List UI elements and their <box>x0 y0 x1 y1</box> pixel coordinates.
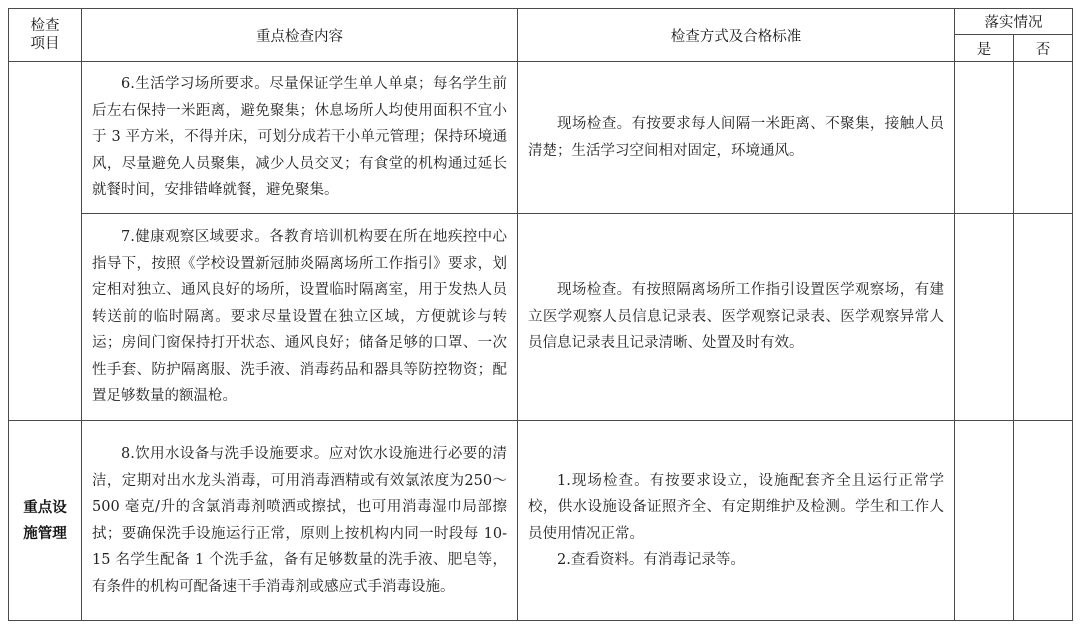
header-check-item <box>9 9 82 62</box>
content-text: 8.饮用水设备与洗手设施要求。应对饮水设施进行必要的清洁，定期对出水龙头消毒，可用消毒酒精或有效氯浓度为250～500 毫克/升的含氯消毒剂喷洒或擦拭，也可用消毒湿巾局部擦拭；要确保洗手设施运行正常，原则上按机构内同一时段每 10-15 名学生配备 1 个洗手盆，备有足够数量的洗手液、肥皂等，有条件的机构可配备速干手消毒剂或感应式手消毒设施。 <box>92 446 507 595</box>
inspection-table <box>8 8 1073 621</box>
method-text: 现场检查。有按要求每人间隔一米距离、不聚集，接触人员清楚；生活学习空间相对固定，环境通风。 <box>528 116 944 159</box>
category-cell <box>9 421 82 621</box>
header-key-content: 重点检查内容 <box>82 9 518 62</box>
content-text: 7.健康观察区域要求。各教育培训机构要在所在地疾控中心指导下，按照《学校设置新冠肺炎隔离场所工作指引》要求，划定相对独立、通风良好的场所，设置临时隔离室，用于发热人员转送前的临时隔离。要求尽量设置在独立区域，方便就诊与转运；房间门窗保持打开状态、通风良好；储备足够的口罩、一次性手套、防护隔离服、洗手液、消毒药品和器具等防控物资；配置足够数量的额温枪。 <box>92 229 507 405</box>
method-text: 现场检查。有按照隔离场所工作指引设置医学观察场，有建立医学观察人员信息记录表、医学观察记录表、医学观察异常人员信息记录表且记录清晰、处置及时有效。 <box>528 282 944 352</box>
content-text: 6.生活学习场所要求。尽量保证学生单人单桌；每名学生前后左右保持一米距离，避免聚集；休息场所人均使用面积不宜小于 3 平方米，不得并床，可划分成若干小单元管理；保持环境通风，尽量避免人员聚集，减少人员交叉；有食堂的机构通过延长就餐时间，安排错峰就餐，避免聚集。 <box>92 76 507 199</box>
header-yes: 是 <box>955 35 1014 62</box>
content-cell <box>82 214 518 421</box>
header-method-standard: 检查方式及合格标准 <box>518 9 955 62</box>
content-cell <box>82 421 518 621</box>
yes-check-cell[interactable] <box>955 214 1014 421</box>
yes-check-cell[interactable] <box>955 421 1014 621</box>
no-check-cell[interactable] <box>1014 62 1073 214</box>
no-check-cell[interactable] <box>1014 421 1073 621</box>
category-cell-empty <box>9 62 82 421</box>
table-header-row <box>9 9 1073 35</box>
yes-check-cell[interactable] <box>955 62 1014 214</box>
header-check-item-line2: 项目 <box>30 36 60 52</box>
category-line1: 重点设 <box>23 499 67 516</box>
content-cell <box>82 62 518 214</box>
method-text: 1.现场检查。有按要求设立，设施配套齐全且运行正常学校，供水设施设备证照齐全、有定期维护及检测。学生和工作人员使用情况正常。 <box>528 472 944 542</box>
no-check-cell[interactable] <box>1014 214 1073 421</box>
table-row <box>9 214 1073 421</box>
category-line2: 施管理 <box>23 525 67 542</box>
method-text: 2.查看资料。有消毒记录等。 <box>557 552 745 568</box>
method-cell <box>518 214 955 421</box>
header-no: 否 <box>1014 35 1073 62</box>
method-cell <box>518 62 955 214</box>
header-check-item-line1: 检查 <box>30 18 60 34</box>
table-row <box>9 421 1073 621</box>
table-row <box>9 62 1073 214</box>
method-cell <box>518 421 955 621</box>
header-implementation-status: 落实情况 <box>955 9 1073 35</box>
